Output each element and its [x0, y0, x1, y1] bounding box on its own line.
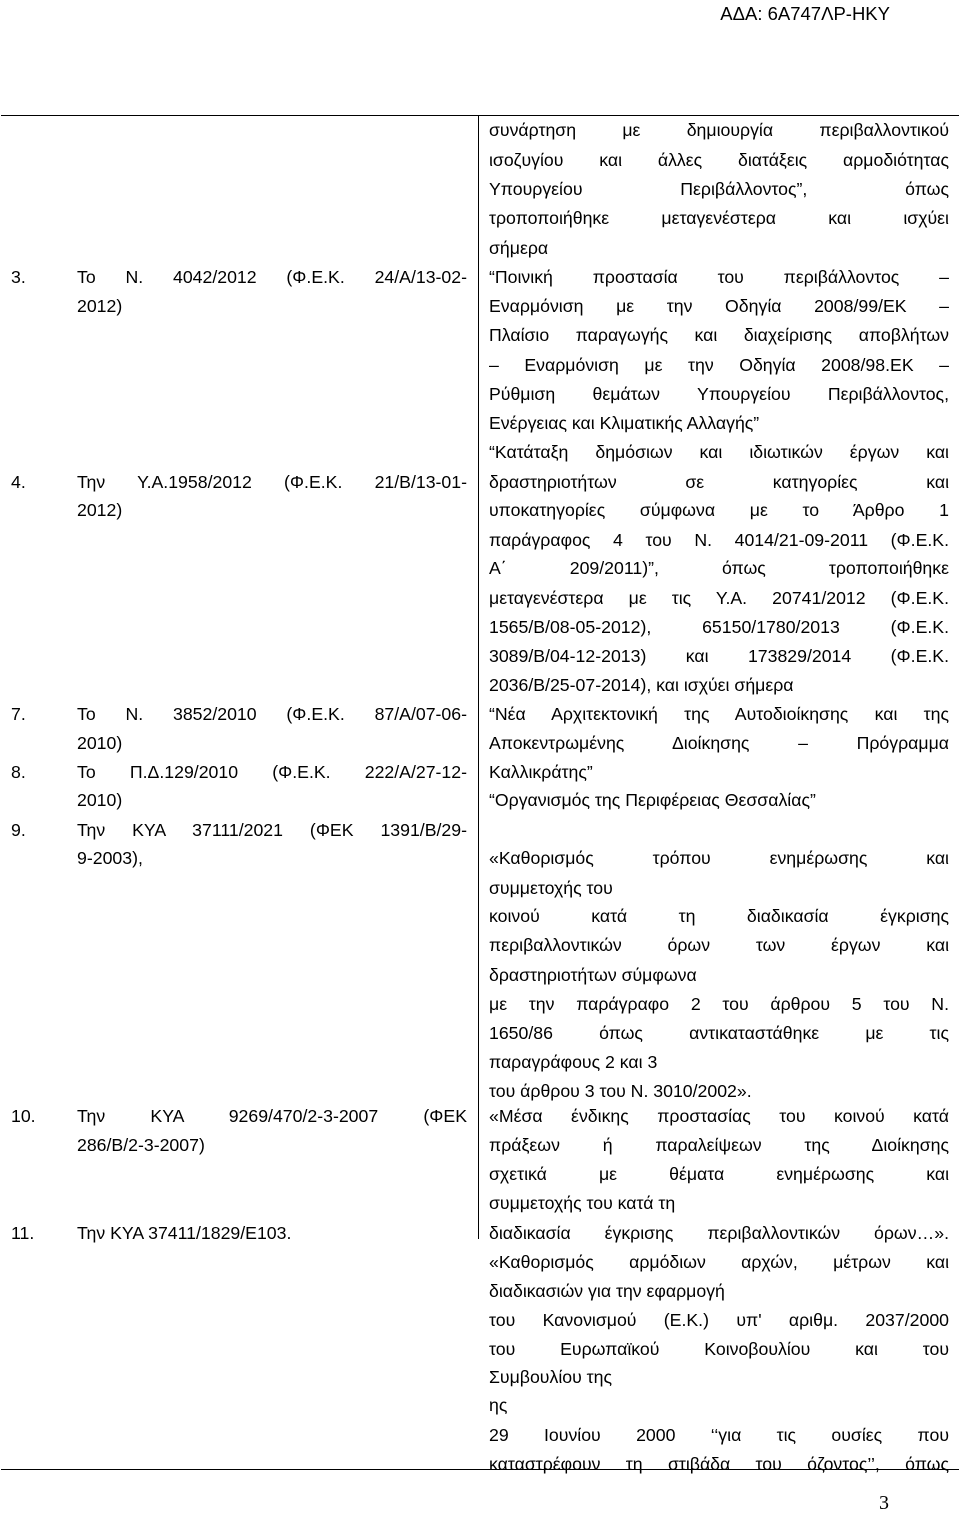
right-text-line: Α΄ 209/2011)”, όπως τροποποιήθηκε: [489, 558, 949, 578]
item-number: 3.: [11, 267, 26, 287]
item-number: 8.: [11, 762, 26, 782]
right-text-line: 1650/86 όπως αντικαταστάθηκε με τις: [489, 1023, 949, 1043]
right-text-line: ης: [489, 1395, 508, 1415]
right-text-line: Καλλικράτης”: [489, 762, 593, 782]
left-text-line: 2012): [77, 500, 123, 520]
right-text-line: 3089/Β/04-12-2013) και 173829/2014 (Φ.Ε.Κ.: [489, 646, 949, 666]
right-text-line: Αποκεντρωμένης Διοίκησης – Πρόγραμμα: [489, 733, 949, 753]
right-text-line: με την παράγραφο 2 του άρθρου 5 του Ν.: [489, 994, 949, 1014]
right-text-line: πράξεων ή παραλείψεων της Διοίκησης: [489, 1135, 949, 1155]
right-text-line: «Μέσα ένδικης προστασίας του κοινού κατά: [489, 1106, 949, 1126]
left-text-line: 2010): [77, 733, 123, 753]
right-text-line: «Καθορισμός αρμόδιων αρχών, μέτρων και: [489, 1252, 949, 1272]
right-text-line: διαδικασία έγκρισης περιβαλλοντικών όρων…».: [489, 1223, 949, 1243]
page-number: 3: [879, 1492, 889, 1514]
left-text-line: Την ΚΥΑ 37111/2021 (ΦΕΚ 1391/Β/29-: [77, 820, 467, 840]
right-text-line: υποκατηγορίες σύμφωνα με το Άρθρο 1: [489, 500, 949, 520]
left-text-line: Το Π.Δ.129/2010 (Φ.Ε.Κ. 222/Α/27-12-: [77, 762, 467, 782]
right-text-line: “Οργανισμός της Περιφέρειας Θεσσαλίας”: [489, 790, 816, 810]
right-text-line: “Νέα Αρχιτεκτονική της Αυτοδιοίκησης και της: [489, 704, 949, 724]
right-text-line: τροποποιήθηκε μεταγενέστερα και ισχύει: [489, 208, 949, 228]
legislation-table: [1, 115, 959, 1474]
right-text-line: Εναρμόνιση με την Οδηγία 2008/99/ΕΚ –: [489, 296, 949, 316]
right-text-line: καταστρέφουν τη στιβάδα του όζοντος’’, όπως: [489, 1454, 949, 1474]
right-text-line: Συμβουλίου της: [489, 1367, 613, 1387]
item-number: 4.: [11, 472, 26, 492]
right-text-line: “Κατάταξη δημόσιων και ιδιωτικών έργων και: [489, 442, 949, 462]
left-text-line: Την ΚΥΑ 37411/1829/Ε103.: [77, 1223, 292, 1243]
ada-header: ΑΔΑ: 6Α747ΛΡ-ΗΚΥ: [720, 3, 890, 24]
left-text-line: 2010): [77, 790, 123, 810]
right-text-line: Ενέργειας και Κλιματικής Αλλαγής”: [489, 413, 760, 433]
right-text-line: του άρθρου 3 του Ν. 3010/2002».: [489, 1081, 752, 1101]
right-text-line: «Καθορισμός τρόπου ενημέρωσης και: [489, 848, 949, 868]
right-text-line: συμμετοχής του κατά τη: [489, 1193, 676, 1213]
right-text-line: παραγράφους 2 και 3: [489, 1052, 658, 1072]
right-text-line: Ρύθμιση θεμάτων Υπουργείου Περιβάλλοντος,: [489, 384, 949, 404]
right-text-line: περιβαλλοντικών όρων των έργων και: [489, 935, 949, 955]
column-divider: [478, 116, 479, 1239]
left-text-line: 9-2003),: [77, 848, 143, 868]
right-text-line: συνάρτηση με δημιουργία περιβαλλοντικού: [489, 120, 949, 140]
left-text-line: 286/Β/2-3-2007): [77, 1135, 205, 1155]
left-text-line: 2012): [77, 296, 123, 316]
item-number: 9.: [11, 820, 26, 840]
right-text-line: διαδικασιών για την εφαρμογή: [489, 1281, 725, 1301]
right-text-line: παράγραφος 4 του Ν. 4014/21-09-2011 (Φ.Ε.Κ.: [489, 530, 949, 550]
left-text-line: Το Ν. 3852/2010 (Φ.Ε.Κ. 87/Α/07-06-: [77, 704, 467, 724]
right-text-line: σχετικά με θέματα ενημέρωσης και: [489, 1164, 949, 1184]
right-text-line: κοινού κατά τη διαδικασία έγκρισης: [489, 906, 949, 926]
right-text-line: 1565/Β/08-05-2012), 65150/1780/2013 (Φ.Ε.Κ.: [489, 617, 949, 637]
left-text-line: Την Υ.Α.1958/2012 (Φ.Ε.Κ. 21/Β/13-01-: [77, 472, 467, 492]
right-text-line: 29 Ιουνίου 2000 ‘‘για τις ουσίες που: [489, 1425, 949, 1445]
right-text-line: του Ευρωπαϊκού Κοινοβουλίου και του: [489, 1339, 949, 1359]
item-number: 11.: [11, 1223, 35, 1243]
right-text-line: – Εναρμόνιση με την Οδηγία 2008/98.ΕΚ –: [489, 355, 949, 375]
item-number: 7.: [11, 704, 26, 724]
right-text-line: δραστηριοτήτων σε κατηγορίες και: [489, 472, 949, 492]
left-text-line: Το Ν. 4042/2012 (Φ.Ε.Κ. 24/Α/13-02-: [77, 267, 467, 287]
right-text-line: 2036/Β/25-07-2014), και ισχύει σήμερα: [489, 675, 794, 695]
right-text-line: ισοζυγίου και άλλες διατάξεις αρμοδιότητας: [489, 150, 949, 170]
right-text-line: “Ποινική προστασία του περιβάλλοντος –: [489, 267, 949, 287]
left-text-line: Την ΚΥΑ 9269/470/2-3-2007 (ΦΕΚ: [77, 1106, 467, 1126]
right-text-line: σήμερα: [489, 238, 549, 258]
right-text-line: συμμετοχής του: [489, 878, 613, 898]
item-number: 10.: [11, 1106, 36, 1126]
right-text-line: Υπουργείου Περιβάλλοντος”, όπως: [489, 179, 949, 199]
right-text-line: του Κανονισμού (Ε.Κ.) υπ' αριθμ. 2037/2000: [489, 1310, 949, 1330]
right-text-line: Πλαίσιο παραγωγής και διαχείρισης αποβλήτων: [489, 325, 949, 345]
right-text-line: δραστηριοτήτων σύμφωνα: [489, 965, 697, 985]
right-text-line: μεταγενέστερα με τις Υ.Α. 20741/2012 (Φ.Ε.Κ.: [489, 588, 949, 608]
